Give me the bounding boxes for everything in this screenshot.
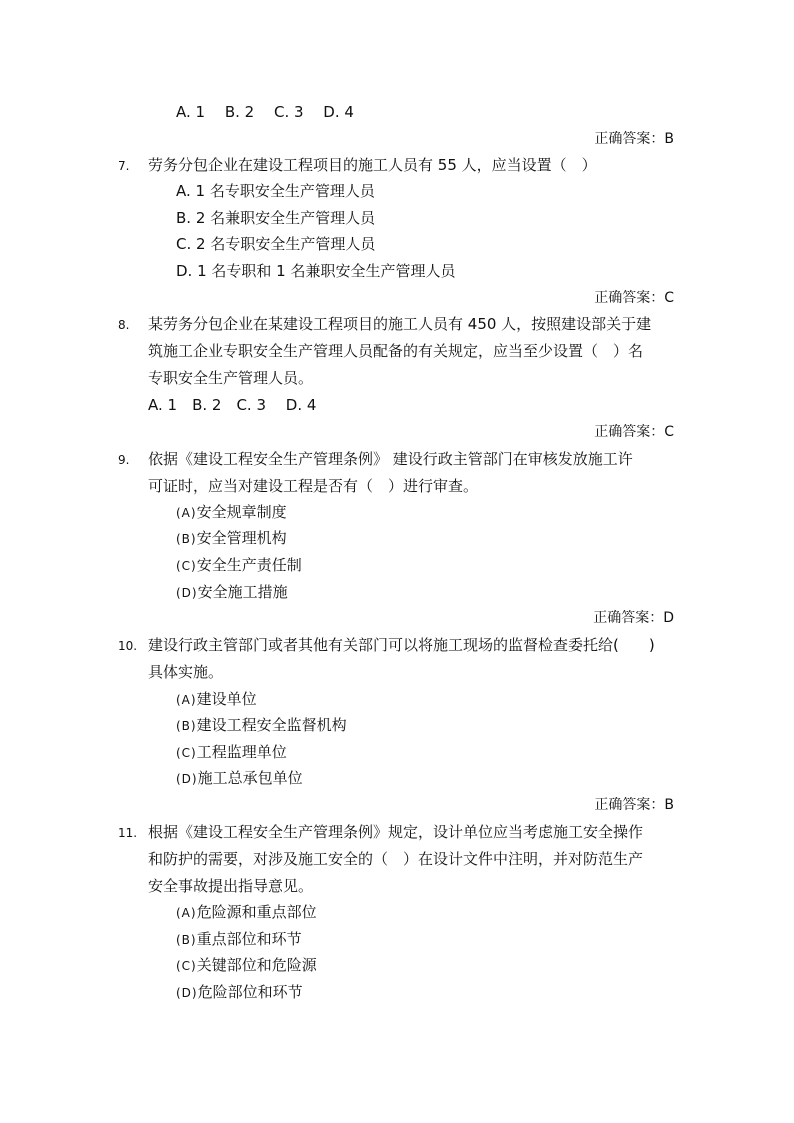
q6-options: A. 1 B. 2 C. 3 D. 4 bbox=[176, 103, 354, 121]
q8-number: 8. bbox=[118, 318, 130, 332]
q10-option-b: (B)建设工程安全监督机构 bbox=[176, 716, 347, 734]
q9-option-d: (D)安全施工措施 bbox=[176, 583, 288, 601]
q9-number: 9. bbox=[118, 453, 130, 467]
q11-stem-line-2: 和防护的需要，对涉及施工安全的（ ）在设计文件中注明，并对防范生产 bbox=[148, 850, 644, 868]
q7-stem: 劳务分包企业在建设工程项目的施工人员有 55 人，应当设置（ ） bbox=[148, 156, 597, 174]
q7-answer: 正确答案：C bbox=[594, 290, 674, 306]
q8-stem-line-2: 筑施工企业专职安全生产管理人员配备的有关规定，应当至少设置（ ）名 bbox=[148, 342, 644, 360]
q11-stem-line-3: 安全事故提出指导意见。 bbox=[148, 877, 314, 895]
q11-option-b: (B)重点部位和环节 bbox=[176, 930, 302, 948]
q10-option-a: (A)建设单位 bbox=[176, 690, 257, 708]
q10-option-c: (C)工程监理单位 bbox=[176, 743, 287, 761]
q8-options: A. 1 B. 2 C. 3 D. 4 bbox=[148, 396, 317, 414]
q11-option-c: (C)关键部位和危险源 bbox=[176, 956, 317, 974]
q10-stem-line-2: 具体实施。 bbox=[148, 663, 224, 681]
q10-stem-line-1: 建设行政主管部门或者其他有关部门可以将施工现场的监督检查委托给( ) bbox=[148, 636, 655, 654]
q11-option-d: (D)危险部位和环节 bbox=[176, 983, 303, 1001]
q9-stem-line-1: 依据《建设工程安全生产管理条例》 建设行政主管部门在审核发放施工许 bbox=[148, 450, 633, 468]
q7-option-c: C. 2 名专职安全生产管理人员 bbox=[176, 235, 376, 253]
q8-stem-line-1: 某劳务分包企业在某建设工程项目的施工人员有 450 人，按照建设部关于建 bbox=[148, 315, 652, 333]
q10-number: 10. bbox=[118, 639, 138, 653]
q7-option-a: A. 1 名专职安全生产管理人员 bbox=[176, 182, 375, 200]
q9-option-c: (C)安全生产责任制 bbox=[176, 556, 302, 574]
q7-option-b: B. 2 名兼职安全生产管理人员 bbox=[176, 209, 376, 227]
q6-answer: 正确答案：B bbox=[594, 131, 674, 147]
q11-option-a: (A)危险源和重点部位 bbox=[176, 903, 317, 921]
q10-answer: 正确答案：B bbox=[594, 797, 674, 813]
q11-number: 11. bbox=[118, 826, 138, 840]
q8-stem-line-3: 专职安全生产管理人员。 bbox=[148, 369, 314, 387]
q9-option-b: (B)安全管理机构 bbox=[176, 529, 287, 547]
q9-option-a: (A)安全规章制度 bbox=[176, 503, 287, 521]
q7-number: 7. bbox=[118, 159, 130, 173]
q7-option-d: D. 1 名专职和 1 名兼职安全生产管理人员 bbox=[176, 262, 456, 280]
q10-option-d: (D)施工总承包单位 bbox=[176, 769, 303, 787]
q9-answer: 正确答案：D bbox=[593, 610, 674, 626]
q11-stem-line-1: 根据《建设工程安全生产管理条例》规定，设计单位应当考虑施工安全操作 bbox=[148, 823, 644, 841]
q8-answer: 正确答案：C bbox=[594, 424, 674, 440]
q9-stem-line-2: 可证时，应当对建设工程是否有（ ）进行审查。 bbox=[148, 477, 479, 495]
